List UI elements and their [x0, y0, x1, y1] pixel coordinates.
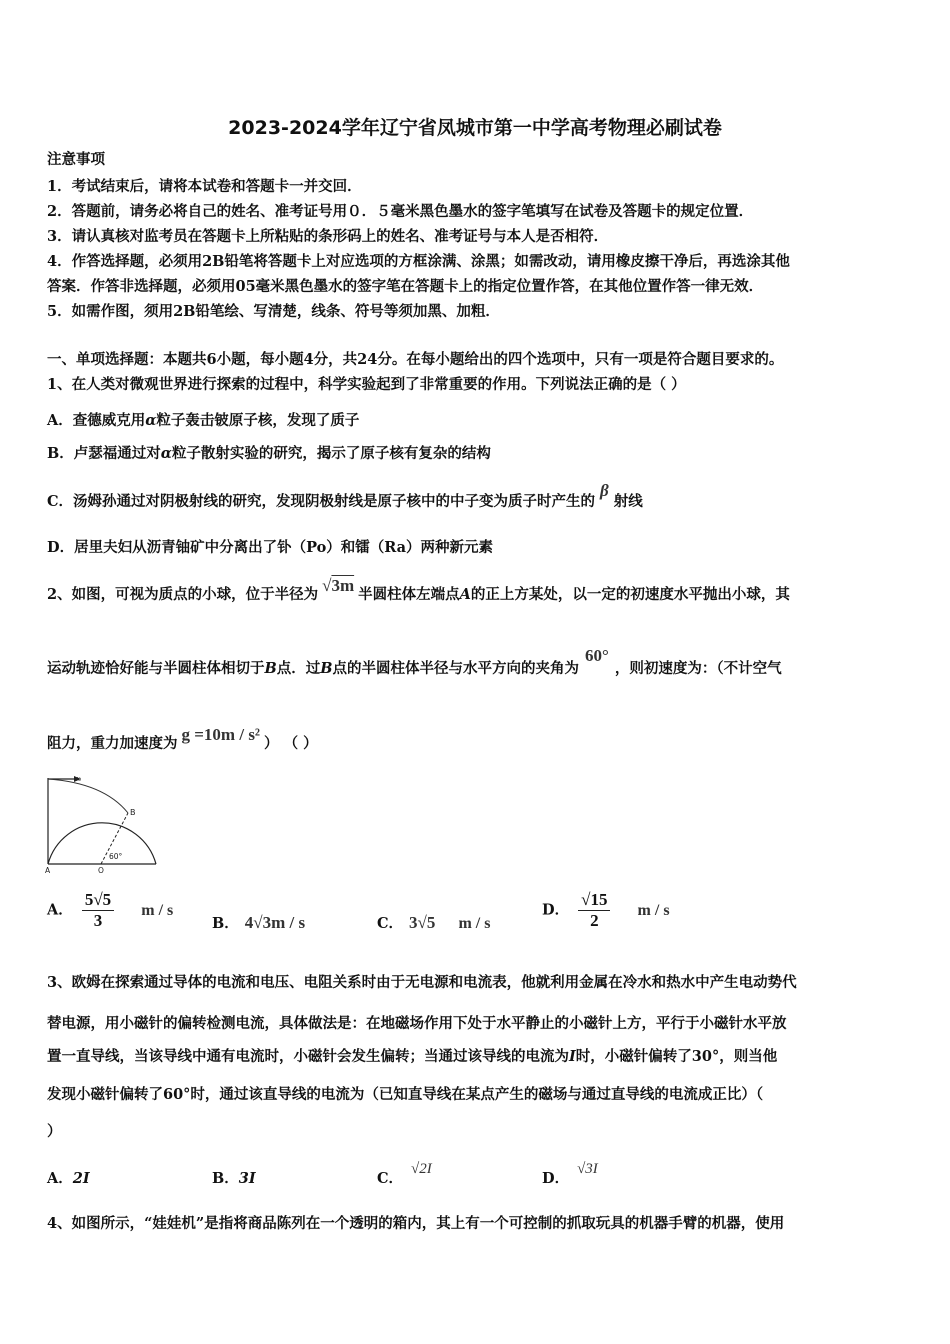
q1-option-c: C．汤姆孙通过对阴极射线的研究，发现阴极射线是原子核中的中子变为质子时产生的β射线 — [47, 481, 643, 510]
q2-stem-line1: 2、如图，可视为质点的小球，位于半径为 √3m 半圆柱体左端点A的正上方某处，以一定的初速度水平抛出小球，其 — [47, 576, 790, 603]
q3-stem-line5: ） — [47, 1123, 62, 1140]
point-a-label: A — [45, 866, 51, 875]
notice-item: 3．请认真核对监考员在答题卡上所粘贴的条形码上的姓名、准考证号与本人是否相符． — [47, 228, 609, 245]
q1-option-a: A．查德威克用α粒子轰击铍原子核，发现了质子 — [47, 412, 360, 429]
q4-stem-line1: 4、如图所示，“娃娃机”是指将商品陈列在一个透明的箱内，其上有一个可控制的抓取玩具的机器手臂的机器，使用 — [47, 1215, 785, 1232]
section-heading: 一、单项选择题：本题共6小题，每小题4分，共24分。在每小题给出的四个选项中，只有一项是符合题目要求的。 — [47, 351, 784, 368]
notice-item: 5．如需作图，须用2B铅笔绘、写清楚，线条、符号等须加黑、加粗． — [47, 303, 500, 320]
notice-item: 4．作答选择题，必须用2B铅笔将答题卡上对应选项的方框涂满、涂黑；如需改动，请用橡皮擦干净后，再选涂其他 — [47, 253, 790, 270]
angle-label: 60° — [109, 852, 123, 861]
q2-stem-line3: 阻力，重力加速度为 g =10m / s² ） （ ） — [47, 725, 318, 752]
q3-option-d: D．√3I — [542, 1161, 598, 1187]
q2-figure — [44, 775, 160, 875]
v0-label: v₀ — [74, 775, 81, 783]
q3-option-c: C．√2I — [377, 1161, 432, 1187]
q2-option-a: A． $\frac{5√5}{3}$ m / s — [47, 890, 174, 930]
semicircle — [48, 823, 156, 864]
q3-stem-line4: 发现小磁针偏转了60°时，通过该直导线的电流为（已知直导线在某点产生的磁场与通过直导线的电流成正比）（ — [47, 1086, 764, 1103]
q2-option-d: D． $\frac{√15}{2}$ m / s — [542, 890, 670, 930]
q1-option-b: B．卢瑟福通过对α粒子散射实验的研究，揭示了原子核有复杂的结构 — [47, 445, 491, 462]
q2-option-c: C． 3√5 m / s — [377, 913, 491, 932]
notice-item: 答案．作答非选择题，必须用05毫米黑色墨水的签字笔在答题卡上的指定位置作答，在其他位置作答一律无效． — [47, 278, 764, 295]
q2-option-b: B． 4√3m / s — [212, 913, 306, 932]
point-o-label: O — [98, 866, 104, 875]
point-b-label: B — [130, 808, 136, 817]
q3-stem-line2: 替电源，用小磁针的偏转检测电流，具体做法是：在地磁场作用下处于水平静止的小磁针上方，平行于小磁针水平放 — [47, 1015, 787, 1032]
notice-heading: 注意事项 — [47, 151, 105, 168]
q1-option-d: D．居里夫妇从沥青铀矿中分离出了钋（Po）和镭（Ra）两种新元素 — [47, 539, 494, 556]
page-title: 2023-2024学年辽宁省凤城市第一中学高考物理必刷试卷 — [228, 117, 722, 139]
q3-option-a: A．2I — [47, 1170, 90, 1187]
q3-option-b: B．3I — [212, 1170, 256, 1187]
q3-stem-line3: 置一直导线，当该导线中通有电流时，小磁针会发生偏转；当通过该导线的电流为I时，小磁针偏转了30°，则当他 — [47, 1048, 778, 1065]
q1-stem: 1、在人类对微观世界进行探索的过程中，科学实验起到了非常重要的作用。下列说法正确的是（ ） — [47, 376, 686, 393]
notice-item: 2．答题前，请务必将自己的姓名、准考证号用０．５毫米黑色墨水的签字笔填写在试卷及答题卡的规定位置． — [47, 203, 754, 220]
notice-item: 1．考试结束后，请将本试卷和答题卡一并交回． — [47, 178, 362, 195]
q3-stem-line1: 3、欧姆在探索通过导体的电流和电压、电阻关系时由于无电源和电流表，他就利用金属在冷水和热水中产生电动势代 — [47, 974, 797, 991]
q2-stem-line2: 运动轨迹恰好能与半圆柱体相切于B点．过B点的半圆柱体半径与水平方向的夹角为60°，则初速度为：（不计空气 — [47, 646, 782, 677]
trajectory-curve — [48, 779, 128, 813]
